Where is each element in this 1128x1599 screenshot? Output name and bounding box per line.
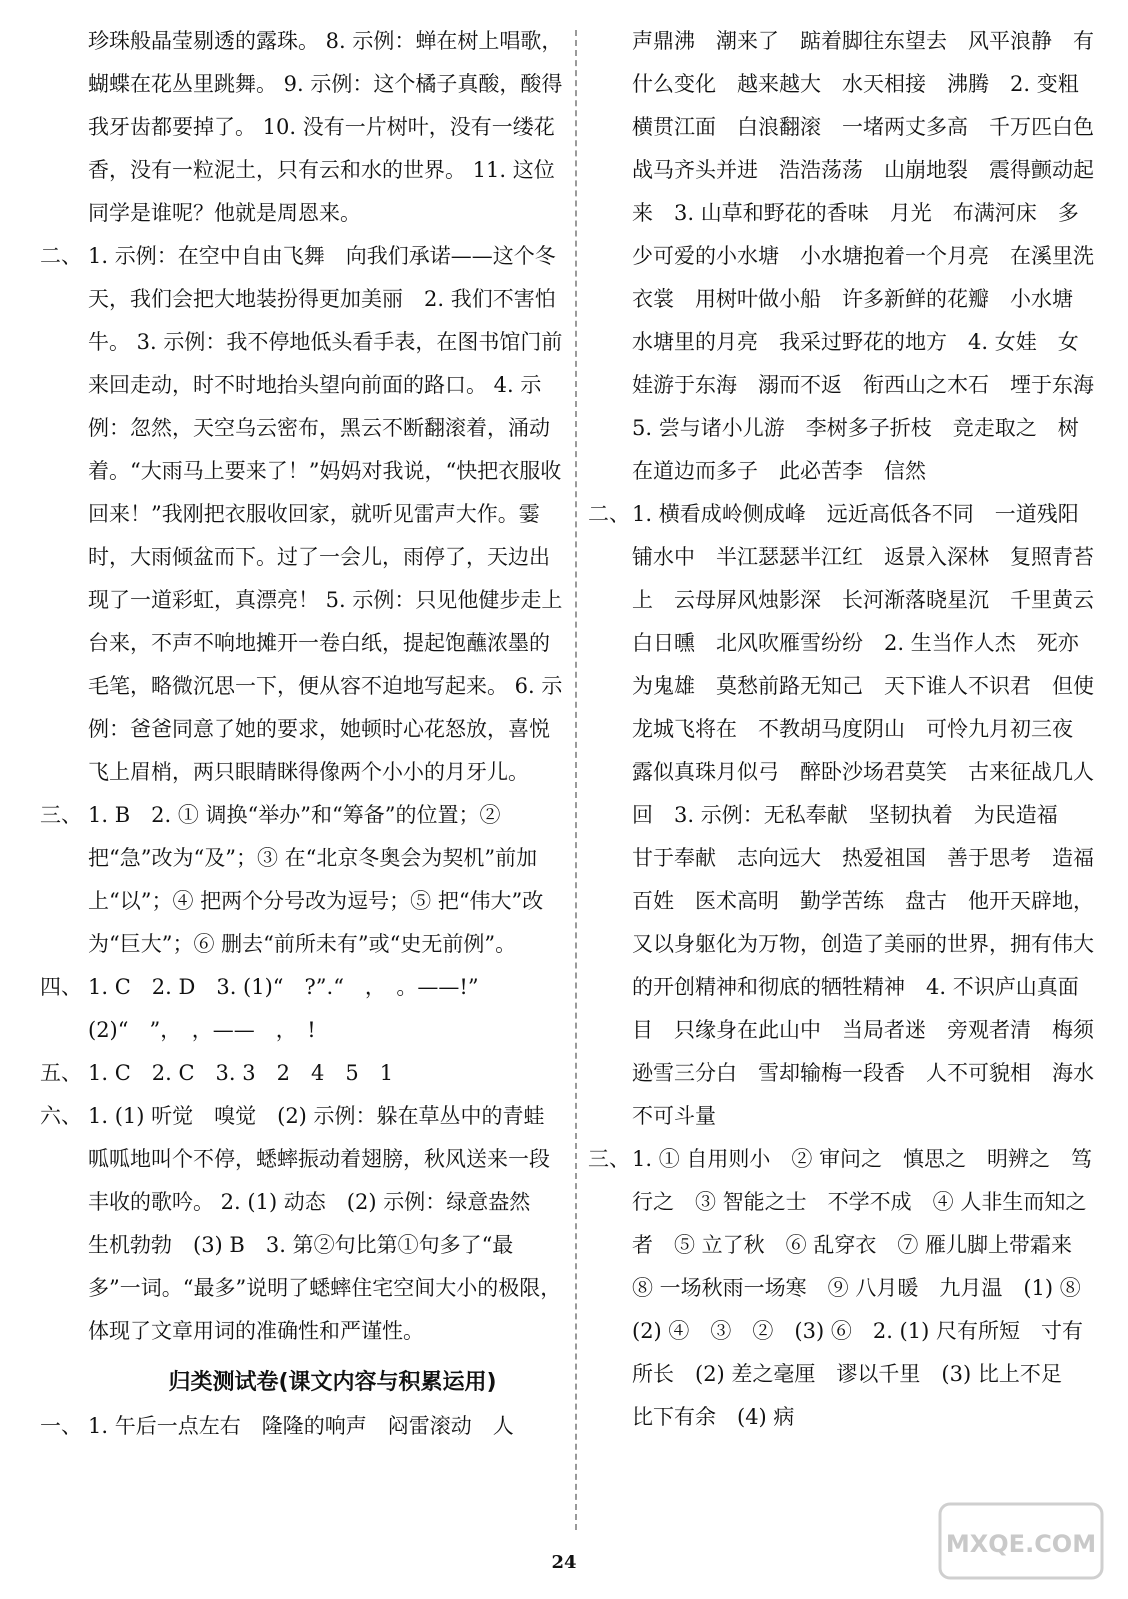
section-marker: 六、	[40, 1104, 82, 1128]
section-six-answers	[40, 1095, 565, 1353]
left-column	[40, 20, 565, 1448]
section-two-answers	[588, 493, 1096, 1138]
section-five-answers	[40, 1052, 565, 1095]
section-text: 1. 横看成岭侧成峰 远近高低各不同 一道残阳铺水中 半江瑟瑟半江红 返景入深林 复照青苔上 云母屏风烛影深 长河渐落晓星沉 千里黄云白日曛 北风吹雁雪纷纷 2. 生当作人杰 死亦为鬼雄 莫愁前路无知己 天下谁人不识君 但使龙城飞将在 不教胡马度阴山 可怜九月初三夜 露似真珠月似弓 醉卧沙场君莫笑 古来征战几人回 3. 示例：无私奉献 坚韧执着 为民造福 甘于奉献 志向远大 热爱祖国 善于思考 造福百姓 医术高明 勤学苦练 盘古 他开天辟地，又以身躯化为万物，创造了美丽的世界，拥有伟大的开创精神和彻底的牺牲精神 4. 不识庐山真面目 只缘身在此山中 当局者迷 旁观者清 梅须逊雪三分白 雪却输梅一段香 人不可貌相 海水不可斗量	[632, 502, 1094, 1128]
test-heading: 归类测试卷(课文内容与积累运用)	[168, 1370, 497, 1395]
section-text: 1. 示例：在空中自由飞舞 向我们承诺——这个冬天，我们会把大地装扮得更加美丽 2. 我们不害怕牛。 3. 示例：我不停地低头看手表，在图书馆门前来回走动，时不时地抬头望向前面的路口。 4. 示例：忽然，天空乌云密布，黑云不断翻滚着，涌动着。“大雨马上要来了！”妈妈对我说，“快把衣服收回来！”我刚把衣服收回家，就听见雷声大作。霎时，大雨倾盆而下。过了一会儿，雨停了，天边出现了一道彩虹，真漂亮！ 5. 示例：只见他健步走上台来，不声不响地摊开一卷白纸，提起饱蘸浓墨的毛笔，略微沉思一下，便从容不迫地写起来。 6. 示例：爸爸同意了她的要求，她顿时心花怒放，喜悦飞上眉梢，两只眼睛眯得像两个小小的月牙儿。	[88, 244, 563, 784]
section-four-answers	[40, 966, 565, 1052]
section-marker: 三、	[40, 803, 82, 827]
section-text: 1. 午后一点左右 隆隆的响声 闷雷滚动 人	[88, 1414, 514, 1438]
section-text: 1. ① 自用则小 ② 审问之 慎思之 明辨之 笃行之 ③ 智能之士 不学不成 ④ 人非生而知之者 ⑤ 立了秋 ⑥ 乱穿衣 ⑦ 雁儿脚上带霜来 ⑧ 一场秋雨一场寒 ⑨ 八月暖 九月温 (1) ⑧ (2) ④ ③ ② (3) ⑥ 2. (1) 尺有所短 寸有所长 (2) 差之毫厘 谬以千里 (3) 比上不足 比下有余 (4) 病	[632, 1147, 1102, 1429]
answer-block-continuation: 声鼎沸 潮来了 踮着脚往东望去 风平浪静 有什么变化 越来越大 水天相接 沸腾 2. 变粗 横贯江面 白浪翻滚 一堵两丈多高 千万匹白色战马齐头并进 浩浩荡荡 山崩地裂 震得颤动起来 3. 山草和野花的香味 月光 布满河床 多少可爱的小水塘 小水塘抱着一个月亮 在溪里洗衣裳 用树叶做小船 许多新鲜的花瓣 小水塘 水塘里的月亮 我采过野花的地方 4. 女娃 女娃游于东海 溺而不返 衔西山之木石 堙于东海 5. 尝与诸小儿游 李树多子折枝 竞走取之 树在道边而多子 此必苦李 信然	[632, 29, 1115, 483]
section-three-answers	[588, 1138, 1102, 1439]
section-text: 1. C 2. C 3. 3 2 4 5 1	[88, 1061, 394, 1085]
section-marker: 二、	[40, 244, 82, 268]
answer-block-continuation: 珍珠般晶莹剔透的露珠。 8. 示例：蝉在树上唱歌，蝴蝶在花丛里跳舞。 9. 示例：这个橘子真酸，酸得我牙齿都要掉了。 10. 没有一片树叶，没有一缕花香，没有一粒泥土，只有云和水的世界。 11. 这位同学是谁呢？他就是周恩来。	[88, 29, 563, 225]
section-marker: 五、	[40, 1061, 82, 1085]
section-text: 1. B 2. ① 调换“举办”和“筹备”的位置；② 把“急”改为“及”；③ 在“北京冬奥会为契机”前加上“以”；④ 把两个分号改为逗号；⑤ 把“伟大”改为“巨大”；⑥ 删去“前所未有”或“史无前例”。	[88, 803, 544, 956]
section-marker: 二、	[588, 502, 630, 526]
section-marker: 四、	[40, 975, 82, 999]
watermark-logo-icon	[936, 1500, 1106, 1582]
section-text: 1. C 2. D 3. (1)“ ?”.“ ， 。——!” (2)“ ”， ，—— ， !	[88, 975, 479, 1042]
watermark-text: MXQE.COM	[945, 1530, 1097, 1558]
column-divider	[575, 30, 577, 1530]
right-column	[588, 20, 1115, 1439]
page-number: 24	[551, 1552, 577, 1573]
section-one-answers	[40, 1405, 565, 1448]
section-marker: 三、	[588, 1147, 630, 1171]
section-two-answers	[40, 235, 565, 794]
section-marker: 一、	[40, 1414, 82, 1438]
section-text: 1. (1) 听觉 嗅觉 (2) 示例：躲在草丛中的青蛙呱呱地叫个不停，蟋蟀振动着翅膀，秋风送来一段丰收的歌吟。 2. (1) 动态 (2) 示例：绿意盎然 生机勃勃 (3) B 3. 第②句比第①句多了“最多”一词。“最多”说明了蟋蟀住宅空间大小的极限，体现了文章用词的准确性和严谨性。	[88, 1104, 562, 1343]
section-three-answers	[40, 794, 565, 966]
